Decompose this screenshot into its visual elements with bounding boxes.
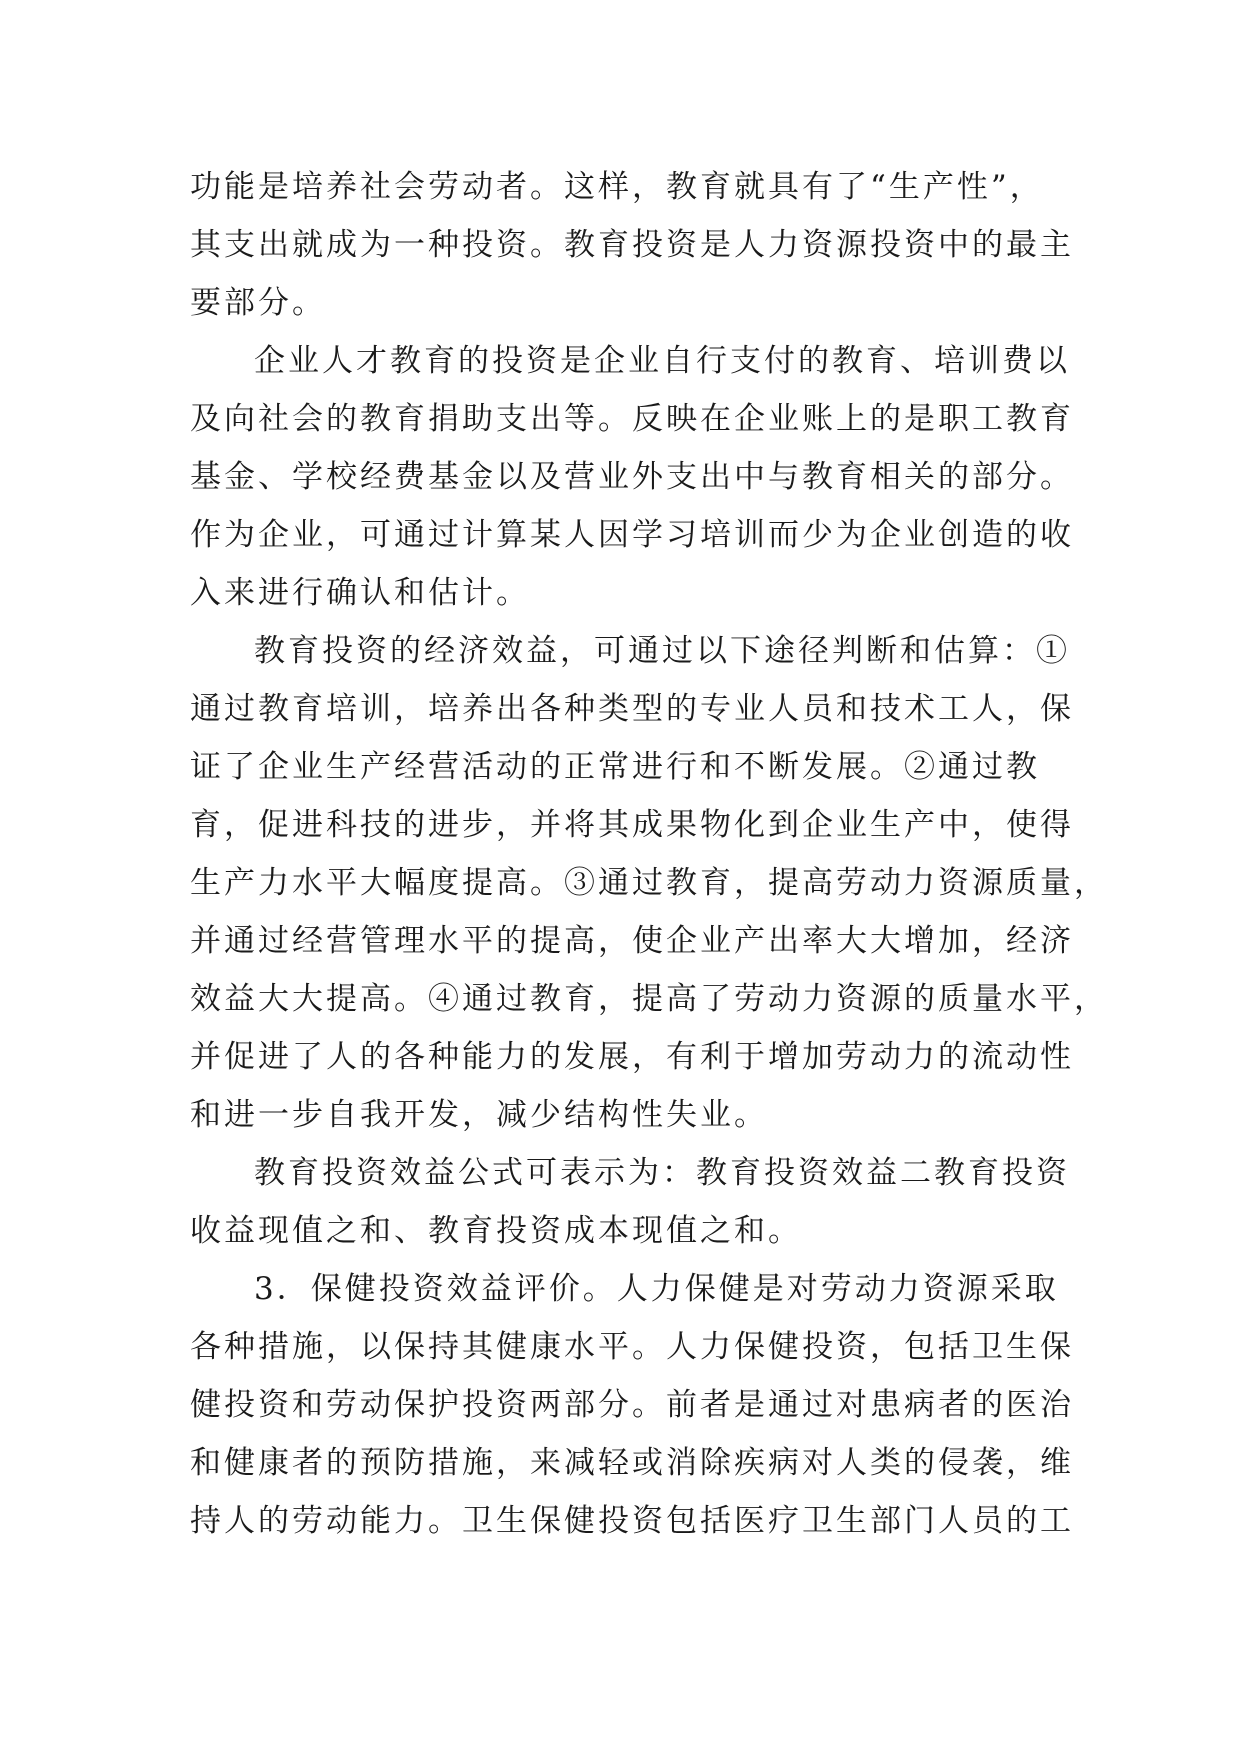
text-line: 入来进行确认和估计。: [190, 575, 530, 611]
text-line: 生产力水平大幅度提高。③通过教育，提高劳动力资源质量，: [190, 865, 1108, 901]
paragraph-first-line: 3．保健投资效益评价。人力保健是对劳动力资源采取: [254, 1271, 1059, 1307]
text-line: 功能是培养社会劳动者。这样，教育就具有了“生产性”，: [190, 169, 1044, 205]
text-line: 并促进了人的各种能力的发展，有利于增加劳动力的流动性: [190, 1039, 1074, 1075]
text-line: 要部分。: [190, 285, 326, 321]
text-line: 和健康者的预防措施，来减轻或消除疾病对人类的侵袭，维: [190, 1445, 1074, 1481]
text-line: 作为企业，可通过计算某人因学习培训而少为企业创造的收: [190, 517, 1074, 553]
paragraph-first-line: 教育投资效益公式可表示为：教育投资效益二教育投资: [254, 1155, 1070, 1191]
text-line: 收益现值之和、教育投资成本现值之和。: [190, 1213, 802, 1249]
text-line: 基金、学校经费基金以及营业外支出中与教育相关的部分。: [190, 459, 1074, 495]
body-text: [190, 158, 1108, 1550]
text-line: 健投资和劳动保护投资两部分。前者是通过对患病者的医治: [190, 1387, 1074, 1423]
text-line: 各种措施，以保持其健康水平。人力保健投资，包括卫生保: [190, 1329, 1074, 1365]
paragraph-first-line: 企业人才教育的投资是企业自行支付的教育、培训费以: [254, 343, 1070, 379]
text-line: 通过教育培训，培养出各种类型的专业人员和技术工人，保: [190, 691, 1074, 727]
text-line: 其支出就成为一种投资。教育投资是人力资源投资中的最主: [190, 227, 1074, 263]
text-line: 并通过经营管理水平的提高，使企业产出率大大增加，经济: [190, 923, 1074, 959]
text-line: 证了企业生产经营活动的正常进行和不断发展。②通过教: [190, 749, 1040, 785]
text-line: 效益大大提高。④通过教育，提高了劳动力资源的质量水平，: [190, 981, 1108, 1017]
paragraph-first-line: 教育投资的经济效益，可通过以下途径判断和估算：①: [254, 633, 1070, 669]
text-line: 及向社会的教育捐助支出等。反映在企业账上的是职工教育: [190, 401, 1074, 437]
text-line: 育，促进科技的进步，并将其成果物化到企业生产中，使得: [190, 807, 1074, 843]
text-line: 和进一步自我开发，减少结构性失业。: [190, 1097, 768, 1133]
text-line: 持人的劳动能力。卫生保健投资包括医疗卫生部门人员的工: [190, 1503, 1074, 1539]
